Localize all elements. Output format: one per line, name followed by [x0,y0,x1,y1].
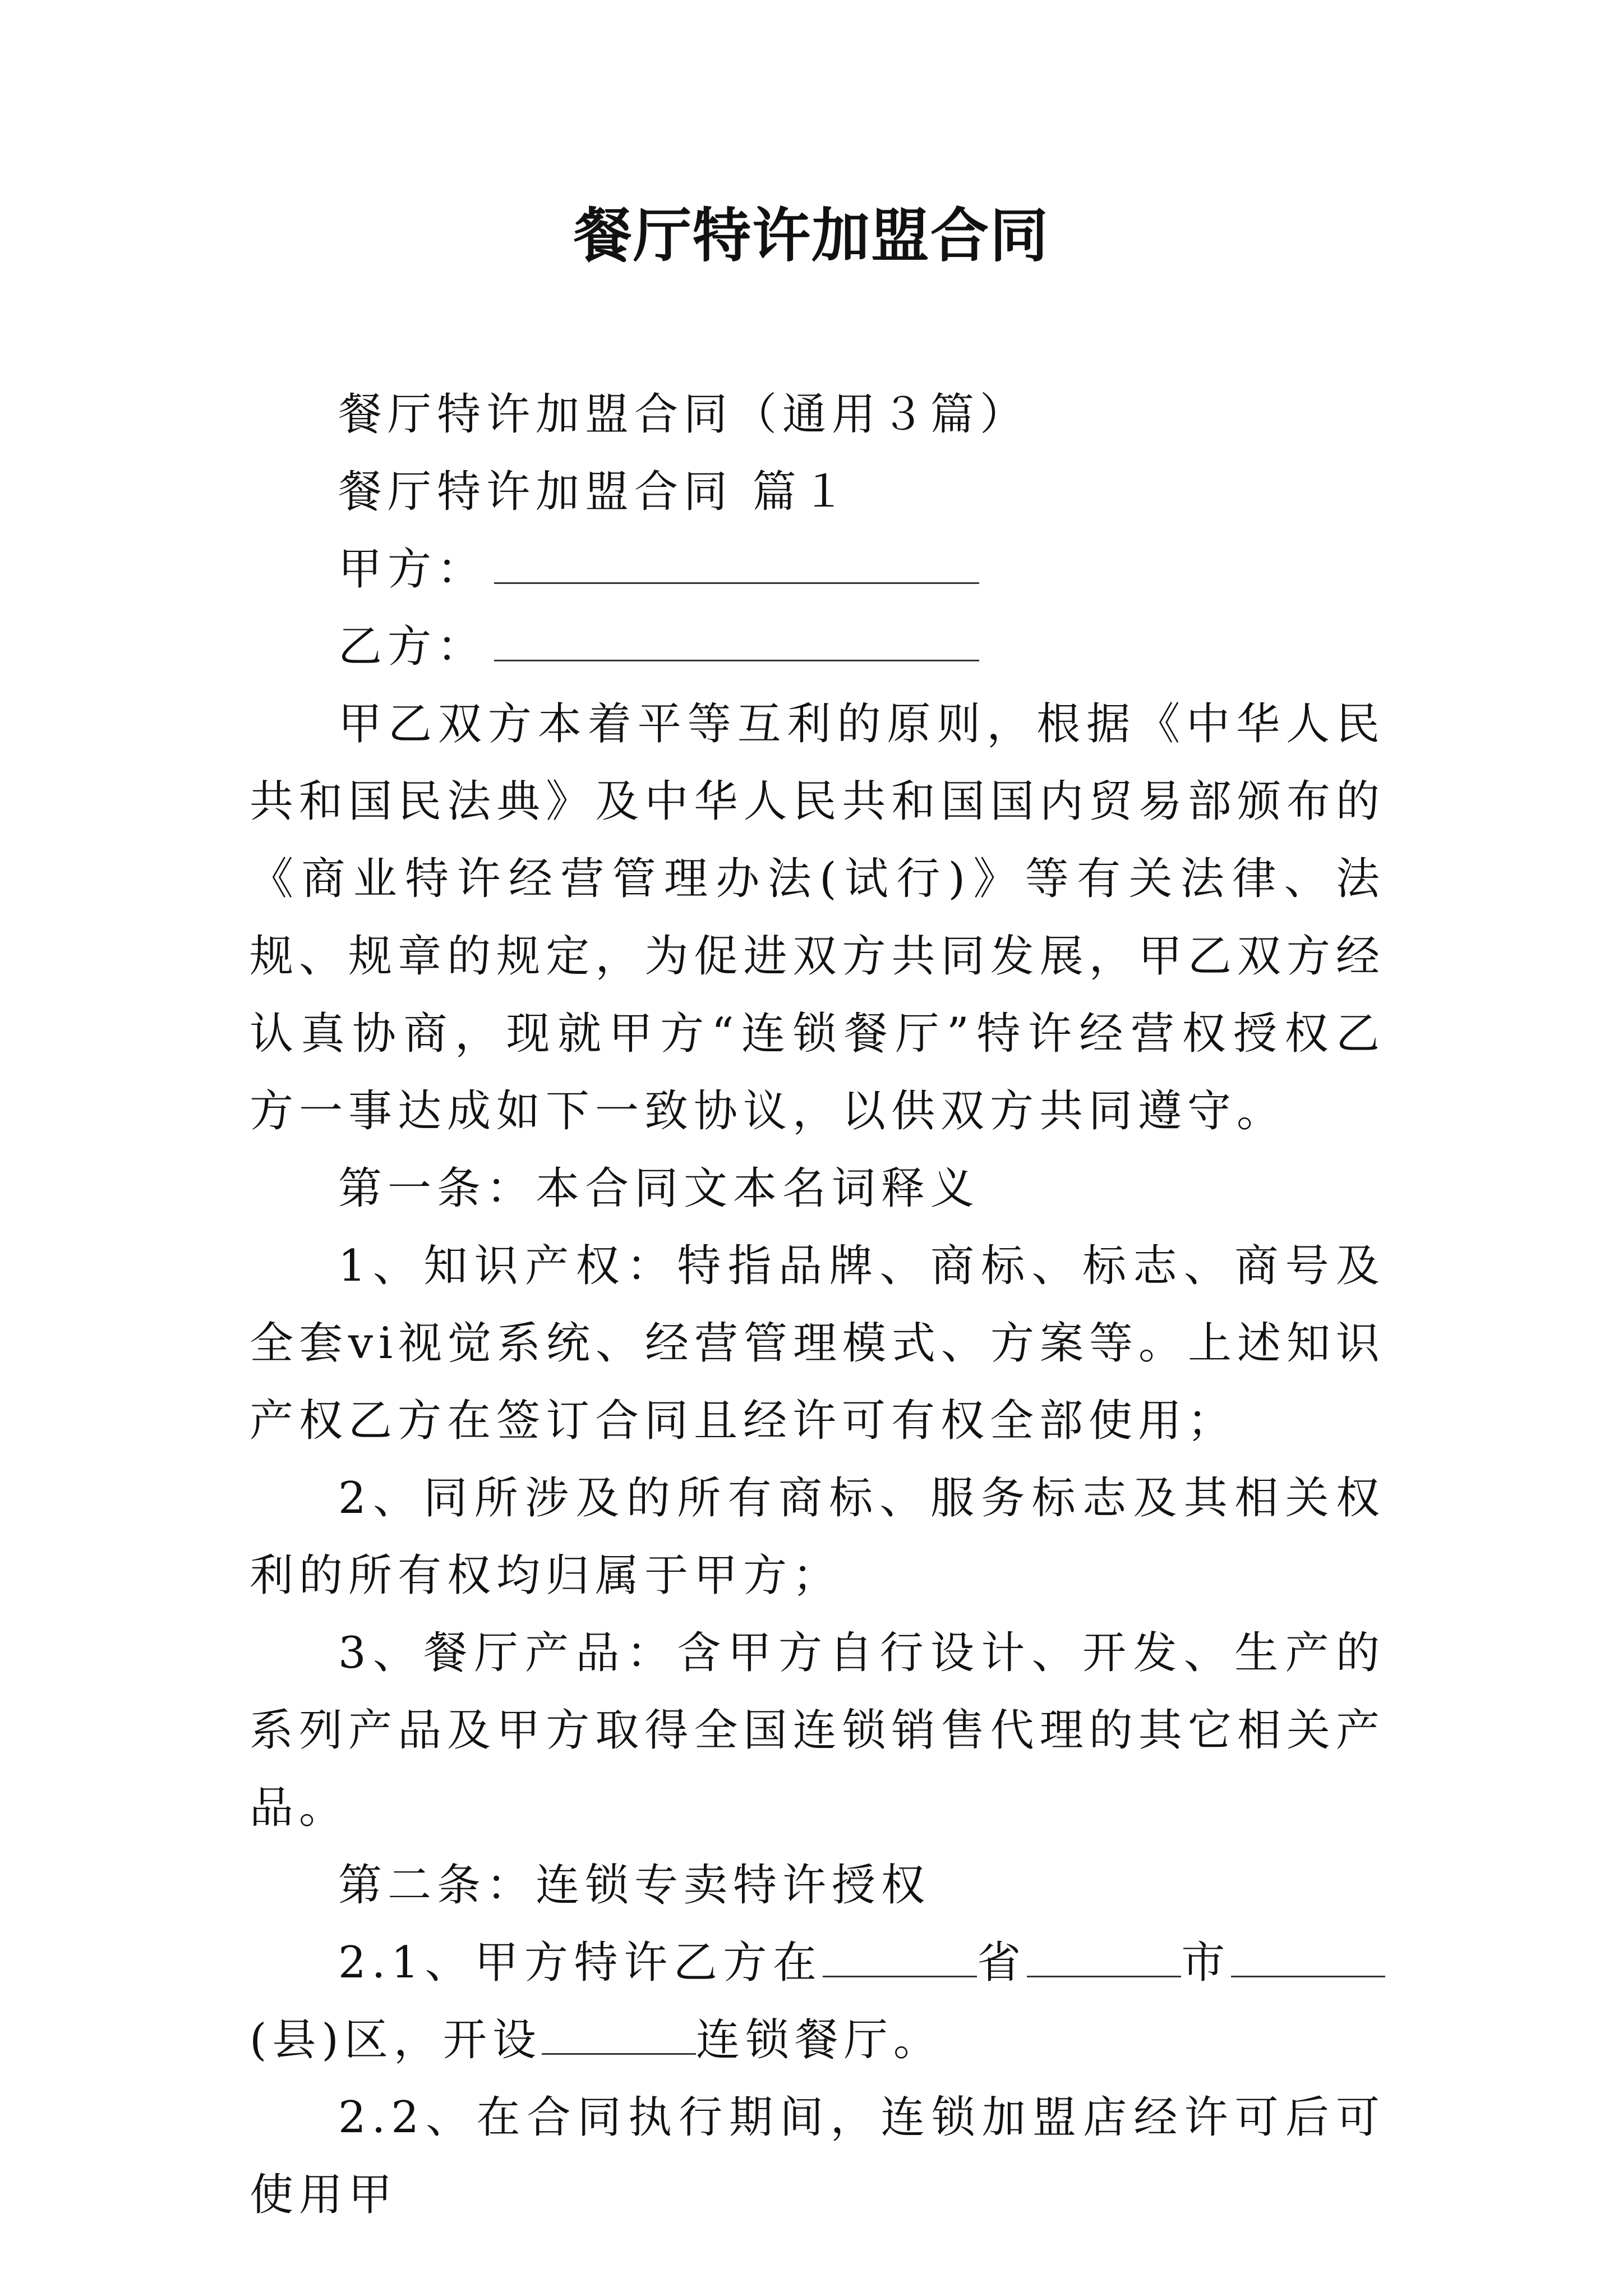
article-1-item-2: 2、同所涉及的所有商标、服务标志及其相关权利的所有权均归属于甲方； [250,1473,1385,1601]
document-body [250,376,1385,2234]
article-2-item-2-1: 2.1、甲方特许乙方在 省 市(县)区，开设 连锁餐厅。 [250,1924,1385,2079]
article-1-item-1: 1、知识产权：特指品牌、商标、标志、商号及全套vi视觉系统、经营管理模式、方案等。上述知识产权乙方在签订合同且经许可有权全部使用； [250,1241,1386,1446]
article-1-item-3: 3、餐厅产品：含甲方自行设计、开发、生产的系列产品及甲方取得全国连锁销售代理的其它相关产品。 [250,1628,1385,1833]
document-title: 餐厅特许加盟合同 [573,201,1049,270]
article-2-heading: 第二条：连锁专卖特许授权 [338,1860,931,1911]
intro-paragraph: 甲乙双方本着平等互利的原则，根据《中华人民共和国民法典》及中华人民共和国国内贸易部颁布的《商业特许经营管理办法(试行)》等有关法律、法规、规章的规定，为促进双方共同发展，甲乙双方经认真协商，现就甲方“连锁餐厅”特许经营权授权乙方一事达成如下一致协议，以供双方共同遵守。 [250,699,1385,1137]
party-a-label: 甲方： [338,544,487,595]
article-2-item-2-2: 2.2、在合同执行期间，连锁加盟店经许可后可使用甲 [250,2092,1385,2220]
county-blank [1231,1936,1385,1977]
party-a-blank [494,543,979,584]
party-a-line [250,531,1385,608]
party-b-blank [494,620,979,661]
province-blank [823,1936,977,1977]
restaurant-name-blank [542,2014,696,2055]
article-1-heading: 第一条：本合同文本名词释义 [338,1163,980,1214]
document-subtitle: 餐厅特许加盟合同（通用３篇） [338,389,1030,440]
section-heading: 餐厅特许加盟合同 篇１ [338,467,851,517]
party-b-line [250,608,1385,685]
city-blank [1027,1936,1181,1977]
party-b-label: 乙方： [338,622,487,672]
